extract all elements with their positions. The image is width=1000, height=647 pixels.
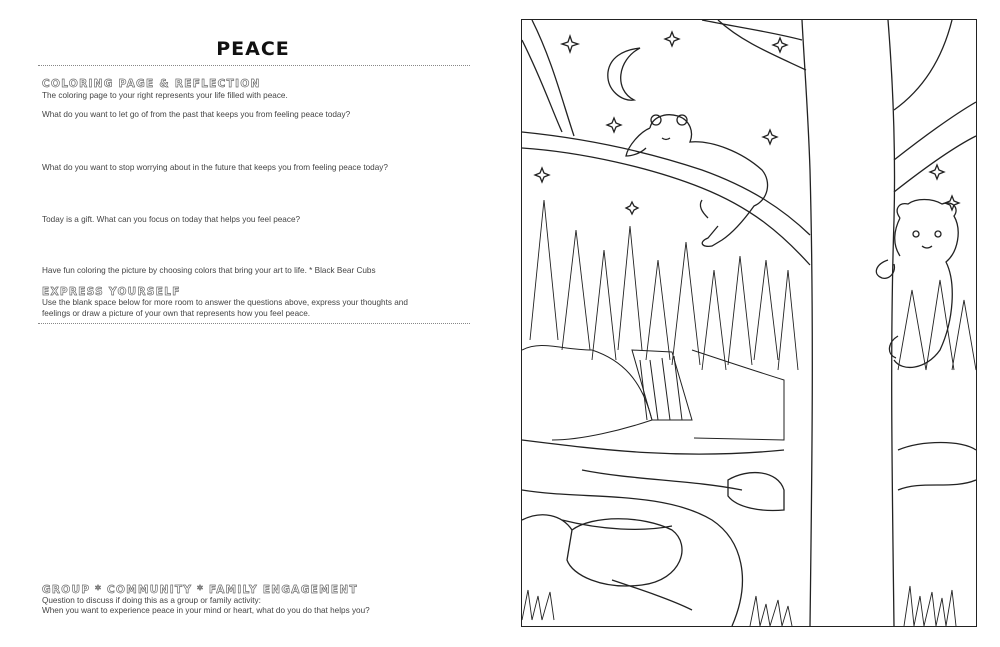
- divider: [38, 65, 470, 66]
- pine-tree-icon: [530, 200, 976, 370]
- question-2: What do you want to stop worrying about in the future that keeps you from feeling peace today?: [42, 163, 388, 172]
- question-3: Today is a gift. What can you focus on today that helps you feel peace?: [42, 215, 301, 224]
- group-heading: GROUP * COMMUNITY * FAMILY ENGAGEMENT: [42, 584, 358, 596]
- express-heading: EXPRESS YOURSELF: [42, 286, 181, 298]
- group-line-2: When you want to experience peace in your mind or heart, what do you do that helps you?: [42, 606, 370, 615]
- reflection-intro: The coloring page to your right represents your life filled with peace.: [42, 91, 288, 100]
- question-4: Have fun coloring the picture by choosing colors that bring your art to life. * Black Bear Cubs: [42, 266, 376, 275]
- express-line-2: feelings or draw a picture of your own that represents how you feel peace.: [42, 309, 311, 318]
- divider: [38, 323, 470, 324]
- question-1: What do you want to let go of from the past that keeps you from feeling peace today?: [42, 110, 351, 119]
- bear-cub-icon: [626, 115, 768, 247]
- tree-trunk: [802, 20, 812, 626]
- black-bear-cubs-drawing: [522, 20, 976, 626]
- reflection-heading: COLORING PAGE & REFLECTION: [42, 78, 261, 90]
- crescent-moon-icon: [608, 48, 640, 100]
- group-line-1: Question to discuss if doing this as a group or family activity:: [42, 596, 261, 605]
- star-icon: [535, 32, 959, 214]
- page-title: PEACE: [216, 38, 290, 60]
- waterfall-icon: [522, 346, 784, 440]
- bear-cub-icon: [876, 200, 958, 368]
- express-line-1: Use the blank space below for more room to answer the questions above, express your thoughts and: [42, 298, 408, 307]
- coloring-illustration: [521, 19, 977, 627]
- reflection-page: [38, 0, 472, 647]
